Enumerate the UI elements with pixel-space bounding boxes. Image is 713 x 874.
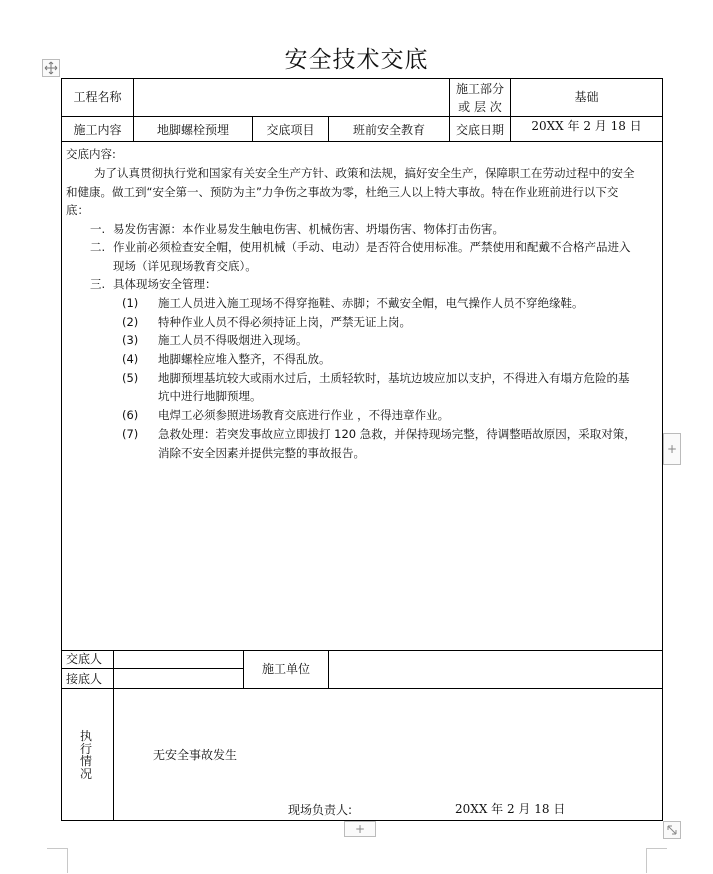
item-text: 特种作业人员不得必须持证上岗，严禁无证上岗。 [158, 315, 411, 329]
page-corner-mark [646, 848, 667, 873]
plus-icon: + [354, 822, 366, 836]
item-number: (3) [122, 333, 139, 347]
project-name-value[interactable] [140, 90, 440, 104]
item-number: (1) [122, 296, 139, 310]
section-number: 三. [90, 277, 106, 291]
item-text: 消除不安全因素并提供完整的事故报告。 [158, 446, 365, 460]
resize-icon [666, 824, 678, 836]
section-text: 具体现场安全管理： [113, 277, 217, 291]
section-label-line2: 或 层 次 [458, 100, 502, 114]
item-number: (7) [122, 427, 139, 441]
section-number: 一. [90, 222, 106, 236]
item-text: 施工人员进入施工现场不得穿拖鞋、赤脚；不戴安全帽，电气操作人员不穿绝缘鞋。 [158, 296, 584, 310]
execution-text[interactable]: 无安全事故发生 [153, 748, 238, 762]
section-text: 作业前必须检查安全帽，使用机械（手动、电动）是否符合使用标准。严禁使用和配戴不合格产品进入 [113, 240, 631, 254]
section-text: 现场（详见现场教育交底）。 [113, 259, 257, 273]
giver-label: 交底人 [66, 652, 103, 666]
section-number: 二. [90, 240, 106, 254]
page-corner-mark [47, 848, 68, 873]
date-label: 交底日期 [455, 123, 504, 137]
date-value[interactable]: 20XX 年 2 月 18 日 [531, 119, 642, 133]
project-name-label: 工程名称 [73, 90, 122, 104]
add-row-button[interactable] [344, 821, 376, 837]
item-number: (6) [122, 408, 139, 422]
section-label-line1: 施工部分 [455, 82, 504, 96]
item-text: 电焊工必须参照进场教育交底进行作业 ，不得违章作业。 [158, 408, 450, 422]
intro-line: 底： [66, 203, 89, 217]
add-column-button[interactable] [663, 433, 681, 465]
item-text: 坑中进行地脚预埋。 [158, 389, 262, 403]
item-number: (5) [122, 371, 139, 385]
site-manager-label: 现场负责人: [288, 803, 353, 817]
construction-unit-label: 施工单位 [261, 662, 310, 676]
table-move-handle[interactable] [42, 59, 60, 77]
move-icon [44, 61, 58, 75]
execution-label: 执行情况 [79, 729, 92, 781]
intro-line: 和健康。做工到“安全第一、预防为主”力争伤之事故为零，杜绝三人以上特大事故。特在作业班前进行以下交 [66, 185, 619, 199]
intro-line: 为了认真贯彻执行党和国家有关安全生产方针、政策和法规，搞好安全生产，保障职工在劳动过程中的安全 [94, 166, 635, 180]
plus-icon: + [666, 442, 678, 456]
content-value[interactable]: 地脚螺栓预埋 [156, 123, 229, 137]
receiver-label: 接底人 [66, 672, 103, 686]
table-resize-handle[interactable] [663, 821, 681, 839]
content-label: 施工内容 [73, 123, 122, 137]
item-value[interactable]: 班前安全教育 [352, 123, 425, 137]
footer-date[interactable]: 20XX 年 2 月 18 日 [455, 802, 566, 816]
item-number: (2) [122, 315, 139, 329]
item-text: 地脚预埋基坑较大或雨水过后，土质轻软时，基坑边坡应加以支护，不得进入有塌方危险的基 [158, 371, 630, 385]
item-label: 交底项目 [266, 123, 315, 137]
document-title: 安全技术交底 [284, 47, 429, 73]
section-value[interactable]: 基础 [574, 90, 599, 104]
item-text: 地脚螺栓应堆入整齐，不得乱放。 [158, 352, 331, 366]
content-heading: 交底内容: [66, 147, 116, 161]
item-text: 急救处理：若突发事故应立即拔打 120 急救，并保持现场完整，待调整晤故原因，采取对策， [158, 427, 636, 441]
item-text: 施工人员不得吸烟进入现场。 [158, 333, 308, 347]
section-text: 易发伤害源：本作业易发生触电伤害、机械伤害、坍塌伤害、物体打击伤害。 [113, 222, 504, 236]
item-number: (4) [122, 352, 139, 366]
